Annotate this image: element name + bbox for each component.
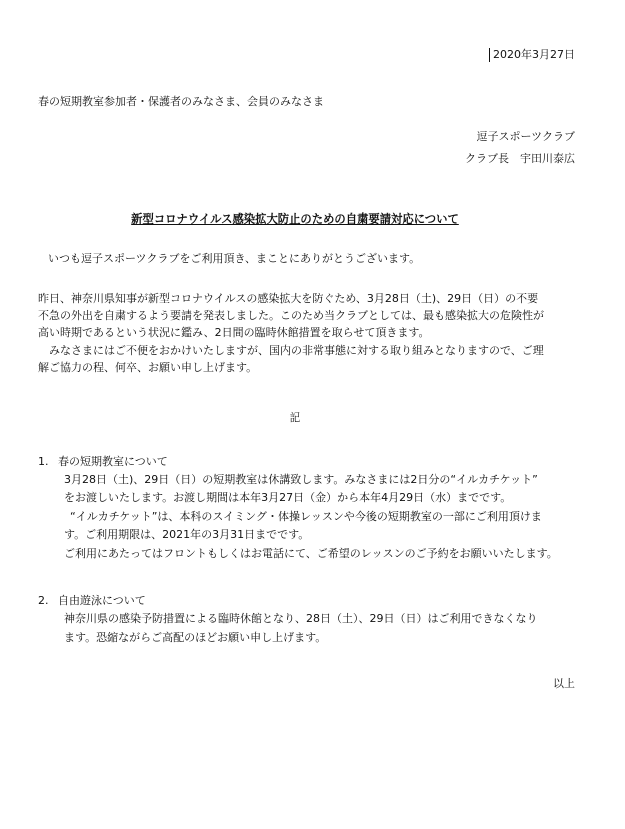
item-line: “イルカチケット”は、本科のスイミング・体操レッスンや今後の短期教室の一部にご利用頂けま — [70, 510, 542, 523]
sender-name: クラブ長 宇田川泰広 — [465, 152, 575, 165]
body-line: 高い時期であるという状況に鑑み、2日間の臨時休館措置を取らせて頂きます。 — [38, 326, 430, 339]
item-number: 2. — [38, 594, 49, 607]
item-line: をお渡しいたします。お渡し期間は本年3月27日（金）から本年4月29日（水）までです。 — [64, 491, 512, 504]
greeting-line: いつも逗子スポーツクラブをご利用頂き、まことにありがとうございます。 — [48, 252, 421, 265]
document-title: 新型コロナウイルス感染拡大防止のための自粛要請対応について — [131, 212, 459, 226]
document-date: 2020年3月27日 — [489, 48, 575, 62]
recipient-line: 春の短期教室参加者・保護者のみなさま、会員のみなさま — [38, 95, 324, 108]
item-line: す。ご利用期限は、2021年の3月31日までです。 — [64, 528, 310, 541]
body-line: みなさまにはご不便をおかけいたしますが、国内の非常事態に対する取り組みとなりますので、ご理 — [38, 344, 544, 357]
item-heading: 春の短期教室について — [58, 455, 168, 468]
item-line: ご利用にあたってはフロントもしくはお電話にて、ご希望のレッスンのご予約をお願いいたします。 — [64, 547, 558, 560]
body-line: 昨日、神奈川県知事が新型コロナウイルスの感染拡大を防ぐため、3月28日（土)、29日（日）の不要 — [38, 292, 539, 305]
item-line: 神奈川県の感染予防措置による臨時休館となり、28日（土）、29日（日）はご利用できなくなり — [64, 612, 538, 625]
body-line: 解ご協力の程、何卒、お願い申し上げます。 — [38, 361, 258, 374]
item-heading: 自由遊泳について — [58, 594, 146, 607]
item-line: 3月28日（土)、29日（日）の短期教室は休講致します。みなさまには2日分の“イルカチケット” — [64, 473, 538, 486]
sender-org: 逗子スポーツクラブ — [476, 130, 575, 143]
item-line: ます。恐縮ながらご高配のほどお願い申し上げます。 — [64, 631, 327, 644]
body-line: 不急の外出を自粛するよう要請を発表しました。このため当クラブとしては、最も感染拡大の危険性が — [38, 309, 544, 322]
ki-heading: 記 — [289, 411, 301, 424]
item-number: 1. — [38, 455, 49, 468]
closing-text: 以上 — [553, 677, 575, 690]
